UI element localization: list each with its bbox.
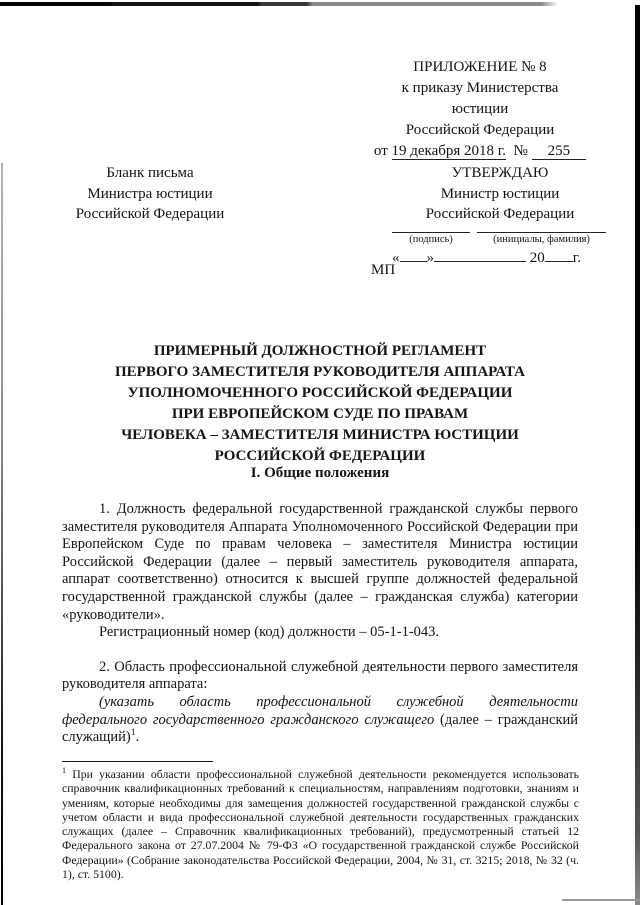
signature-column bbox=[392, 232, 470, 246]
appendix-line2: к приказу Министерства юстиции bbox=[401, 80, 559, 117]
instruction-period: . bbox=[135, 729, 140, 746]
appendix-title: ПРИЛОЖЕНИЕ № 8 bbox=[413, 59, 547, 75]
approval-line2: Министр юстиции bbox=[440, 185, 560, 202]
year-suffix: г. bbox=[572, 250, 581, 266]
letterhead-block bbox=[58, 163, 242, 225]
scan-left-edge-line bbox=[1, 163, 3, 905]
footnote-reference: 1 bbox=[130, 727, 136, 739]
appendix-date: 19 декабря 2018 г. bbox=[391, 143, 507, 159]
footnote-number: 1 bbox=[62, 766, 67, 776]
scan-top-edge-line bbox=[0, 2, 558, 6]
document-title-line: РОССИЙСКОЙ ФЕДЕРАЦИИ bbox=[214, 447, 426, 464]
document-title-line: ПРИ ЕВРОПЕЙСКОМ СУДЕ ПО ПРАВАМ bbox=[171, 405, 469, 422]
document-body bbox=[62, 501, 578, 747]
year-prefix: 20 bbox=[529, 250, 545, 266]
footnote-text: При указании области профессиональной служебной деятельности рекомендуется использовать справочник квалификационных требований к специальностям, направлениям подготовки, знаниям и умениям, которые необходимы для замещения должностей государственной гражданской службы с учетом области и вида профессиональной служебной деятельности государственных гражданских служащих (далее – Справочник квалификационных требований), предусмотренный статьей 12 Федерального закона от 27.07.2004 № 79-ФЗ «О государственной гражданской службе Российской Федерации» (Собрание законодательства Российской Федерации, 2004, № 31, ст. 3215; 2018, № 32 (ч. 1), ст. 5100). bbox=[62, 767, 579, 882]
appendix-number: 255 bbox=[532, 143, 587, 160]
document-title-line: ПЕРВОГО ЗАМЕСТИТЕЛЯ РУКОВОДИТЕЛЯ АППАРАТА bbox=[114, 363, 525, 380]
document-title-line: ЧЕЛОВЕКА – ЗАМЕСТИТЕЛЯ МИНИСТРА ЮСТИЦИИ bbox=[121, 426, 519, 443]
quote-close: » bbox=[426, 250, 434, 266]
quote-open: « bbox=[392, 250, 400, 266]
approval-line3: Российской Федерации bbox=[425, 206, 575, 222]
paragraph-1-registration: Регистрационный номер (код) должности – 05-1-1-043. bbox=[99, 624, 440, 641]
paragraph-1: 1. Должность федеральной государственной гражданской службы первого заместителя руководителя Аппарата Уполномоченного Российской Федерации при Европейском Суде по правам человека – заместителя Министра юстиции Российской Федерации (далее – первый заместитель руководителя аппарата, аппарат соответственно) относится к высшей группе должностей федеральной государственной гражданской службы (далее – гражданская служба) категории «руководители». bbox=[62, 501, 578, 623]
letterhead-line2: Министра юстиции bbox=[87, 185, 213, 202]
letterhead-line3: Российской Федерации bbox=[75, 206, 225, 222]
paragraph-2-instruction bbox=[62, 694, 578, 747]
approval-block bbox=[410, 163, 590, 225]
month-blank bbox=[434, 248, 526, 262]
document-title-line: ПРИМЕРНЫЙ ДОЛЖНОСТНОЙ РЕГЛАМЕНТ bbox=[153, 343, 487, 359]
instruction-regular-text: (далее – гражданский служащий) bbox=[62, 711, 579, 746]
year-blank bbox=[545, 248, 573, 262]
letterhead-line1: Бланк письма bbox=[106, 165, 194, 181]
name-caption: (инициалы, фамилия) bbox=[493, 234, 590, 245]
appendix-no-label: № bbox=[513, 143, 528, 159]
approval-line1: УТВЕРЖДАЮ bbox=[451, 165, 549, 181]
footnote bbox=[62, 767, 579, 881]
day-blank bbox=[400, 248, 427, 262]
appendix-from-label: от bbox=[373, 143, 388, 159]
name-column bbox=[477, 232, 606, 246]
signature-area bbox=[392, 232, 606, 246]
approval-date-line bbox=[392, 248, 612, 267]
footnote-divider bbox=[62, 761, 213, 762]
document-title-line: УПОЛНОМОЧЕННОГО РОССИЙСКОЙ ФЕДЕРАЦИИ bbox=[127, 384, 513, 401]
appendix-line3: Российской Федерации bbox=[405, 122, 555, 138]
appendix-header bbox=[372, 57, 588, 162]
appendix-date-line bbox=[372, 141, 588, 162]
stamp-mark: МП bbox=[371, 262, 396, 278]
scan-right-edge-line bbox=[635, 5, 640, 905]
document-title bbox=[60, 341, 580, 466]
paragraph-2: 2. Область профессиональной служебной деятельности первого заместителя руководителя аппарата: bbox=[62, 658, 578, 693]
instruction-italic-text: (указать область профессиональной служебной деятельности федерального государственного гражданского служащего bbox=[62, 693, 578, 728]
signature-caption: (подпись) bbox=[409, 234, 453, 245]
scan-bottom-right-corner-line bbox=[562, 899, 640, 901]
section-heading: I. Общие положения bbox=[250, 465, 390, 481]
